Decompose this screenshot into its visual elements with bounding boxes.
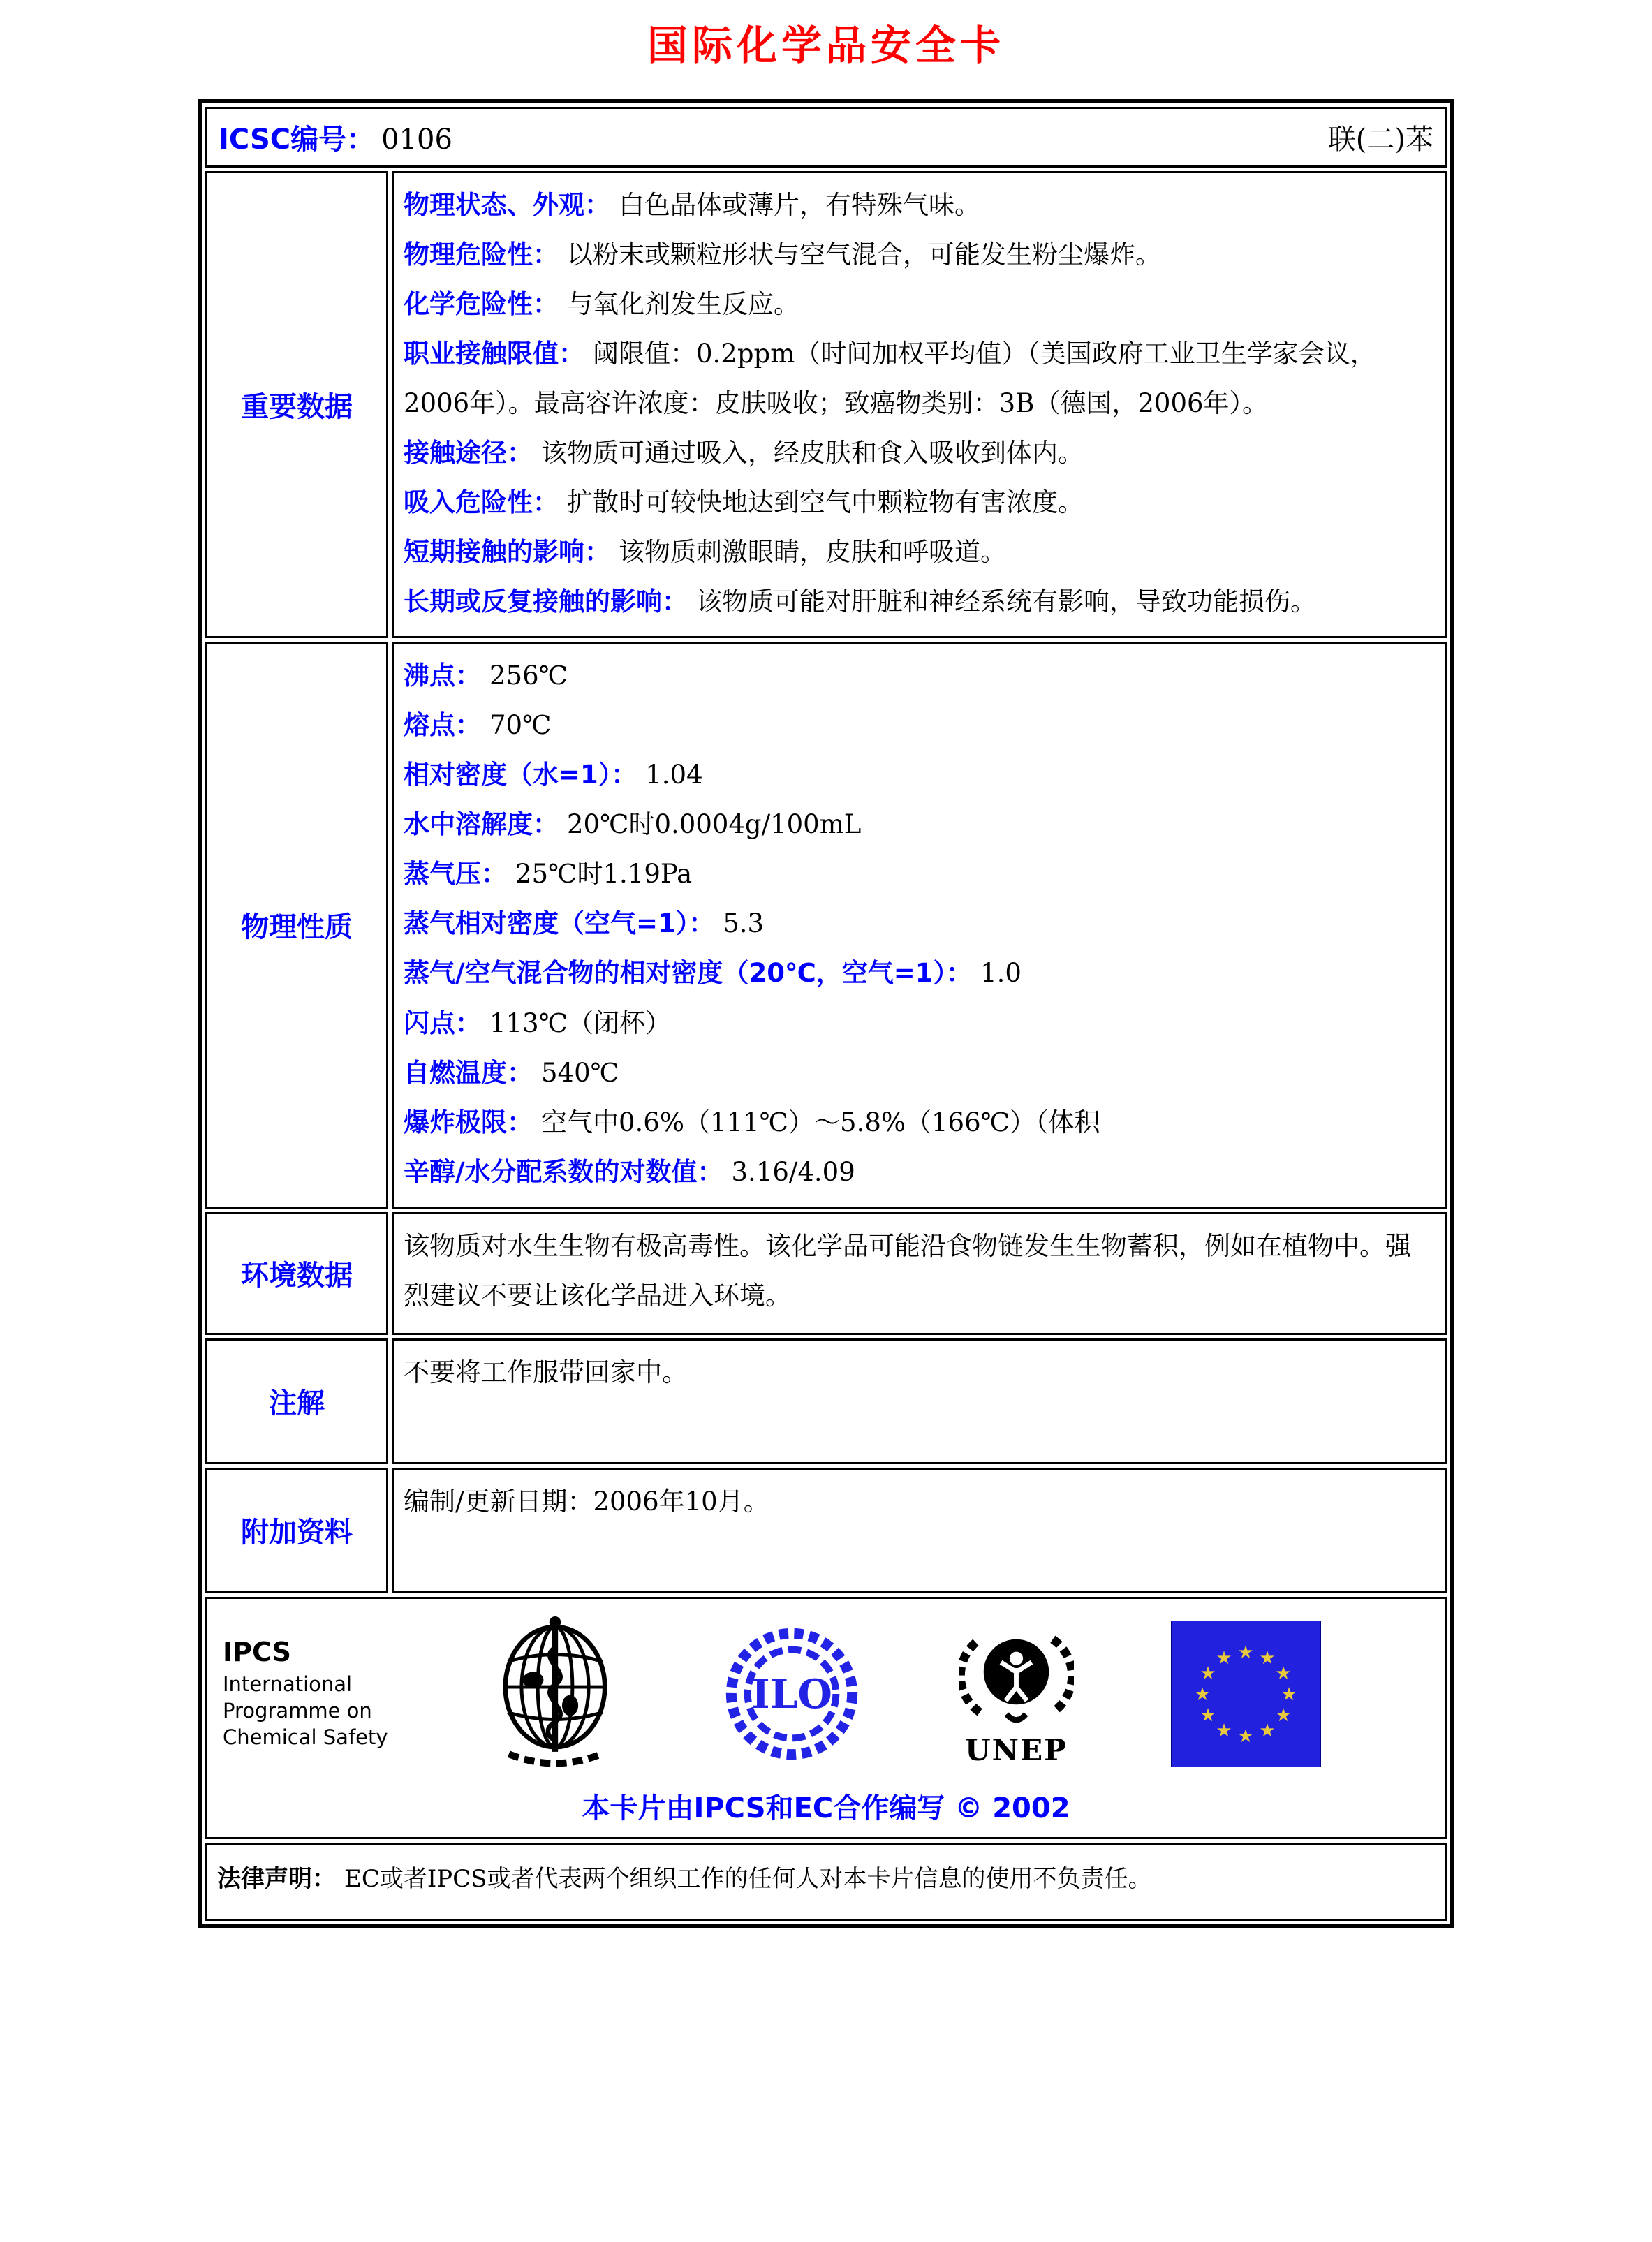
important-data-row [205,171,1447,638]
chemical-name: 联(二)苯 [1327,124,1433,156]
data-line: 蒸气压： 25℃时1.19Pa [404,859,693,890]
copyright-text: © 2002 [954,1792,1070,1824]
legal-cell [205,1843,1447,1921]
data-line: 辛醇/水分配系数的对数值： 3.16/4.09 [404,1156,855,1187]
svg-text:★: ★ [1275,1662,1292,1684]
data-line: 长期或反复接触的影响： 该物质可能对肝脏和神经系统有影响，导致功能损伤。 [404,587,1316,617]
credit-text: 本卡片由IPCS和EC合作编写 [582,1792,945,1824]
row-label-important-data: 重要数据 [205,171,388,638]
environmental-data-row [205,1212,1447,1335]
ilo-emblem-icon [722,1624,862,1764]
important-data-content [392,171,1447,638]
data-line: 吸入危险性： 扩散时可较快地达到空气中颗粒物有害浓度。 [404,487,1084,518]
svg-text:★: ★ [1281,1683,1297,1705]
ipcs-line: International [223,1672,353,1697]
data-line: 相对密度（水=1）： 1.04 [404,760,703,790]
data-line: 熔点： 70℃ [404,710,552,741]
svg-text:★: ★ [1237,1642,1254,1663]
credit-caption [216,1786,1436,1826]
notes-content [392,1338,1447,1464]
row-label-additional-info: 附加资料 [205,1468,388,1593]
header-row [205,107,1447,168]
unep-emblem-icon [959,1620,1074,1732]
svg-text:★: ★ [1216,1647,1232,1669]
legal-row [205,1843,1447,1921]
data-line: 闪点： 113℃（闭杯） [404,1008,672,1038]
environmental-data-content [392,1212,1447,1335]
row-label-environmental-data: 环境数据 [205,1212,388,1335]
svg-text:★: ★ [1200,1662,1216,1684]
ipcs-line: Programme on [223,1698,372,1723]
additional-info-content [392,1468,1447,1593]
ipcs-text-block [223,1637,388,1750]
svg-text:★: ★ [1200,1704,1216,1726]
data-line: 化学危险性： 与氧化剂发生反应。 [404,289,799,320]
physical-properties-row [205,642,1447,1208]
data-line: 水中溶解度： 20℃时0.0004g/100mL [404,809,862,840]
svg-text:★: ★ [1275,1704,1292,1726]
data-line: 接触途径： 该物质可通过吸入，经皮肤和食入吸收到体内。 [404,438,1084,469]
ipcs-acronym: IPCS [223,1637,291,1668]
additional-info-text: 编制/更新日期：2006年10月。 [404,1486,769,1517]
svg-text:★: ★ [1259,1647,1276,1669]
data-line: 沸点： 256℃ [404,661,568,691]
who-emblem-icon [485,1613,625,1775]
data-line: 蒸气/空气混合物的相对密度（20℃，空气=1）： 1.0 [404,958,1022,989]
svg-text:★: ★ [1237,1725,1254,1747]
svg-text:★: ★ [1216,1720,1232,1741]
logos-row [205,1597,1447,1839]
ipcs-line: Chemical Safety [223,1725,388,1749]
icsc-number-value: 0106 [381,124,452,156]
physical-properties-content [392,642,1447,1208]
legal-label: 法律声明： [217,1864,336,1893]
row-label-notes: 注解 [205,1338,388,1464]
ilo-letters: ILO [751,1671,832,1718]
header-cell [205,107,1447,168]
additional-info-row [205,1468,1447,1593]
legal-text: EC或者IPCS或者代表两个组织工作的任何人对本卡片信息的使用不负责任。 [344,1864,1152,1893]
unep-wordmark: UNEP [965,1733,1068,1768]
icsc-card-page [0,13,1652,1928]
notes-row [205,1338,1447,1464]
data-line: 蒸气相对密度（空气=1）： 5.3 [404,908,765,939]
data-line: 自燃温度： 540℃ [404,1057,620,1088]
page-title: 国际化学品安全卡 [647,22,1005,69]
icsc-number-label: ICSC编号： [219,124,375,156]
icsc-number-group [219,117,452,157]
svg-text:★: ★ [1194,1683,1211,1705]
environmental-data-text: 该物质对水生生物有极高毒性。该化学品可能沿食物链发生生物蓄积，例如在植物中。强烈建议不要让该化学品进入环境。 [404,1230,1411,1311]
notes-text: 不要将工作服带回家中。 [404,1357,688,1387]
data-line: 短期接触的影响： 该物质刺激眼睛，皮肤和呼吸道。 [404,537,1006,568]
data-line: 物理状态、外观： 白色晶体或薄片，有特殊气味。 [404,190,980,220]
eu-flag-icon [1171,1621,1321,1767]
logos-cell [205,1597,1447,1839]
data-line: 爆炸极限： 空气中0.6%（111℃）～5.8%（166℃）（体积 [404,1107,1100,1137]
data-line: 职业接触限值： 阈限值：0.2ppm（时间加权平均值）（美国政府工业卫生学家会议，2006年）。最高容许浓度：皮肤吸收；致癌物类别：3B（德国，2006年）。 [404,339,1376,419]
row-label-physical-properties: 物理性质 [205,642,388,1208]
icsc-table [198,99,1454,1928]
data-line: 物理危险性： 以粉末或颗粒形状与空气混合，可能发生粉尘爆炸。 [404,239,1161,270]
icsc-card [198,99,1454,1928]
svg-text:★: ★ [1259,1720,1276,1741]
unep-logo-block [959,1620,1074,1767]
